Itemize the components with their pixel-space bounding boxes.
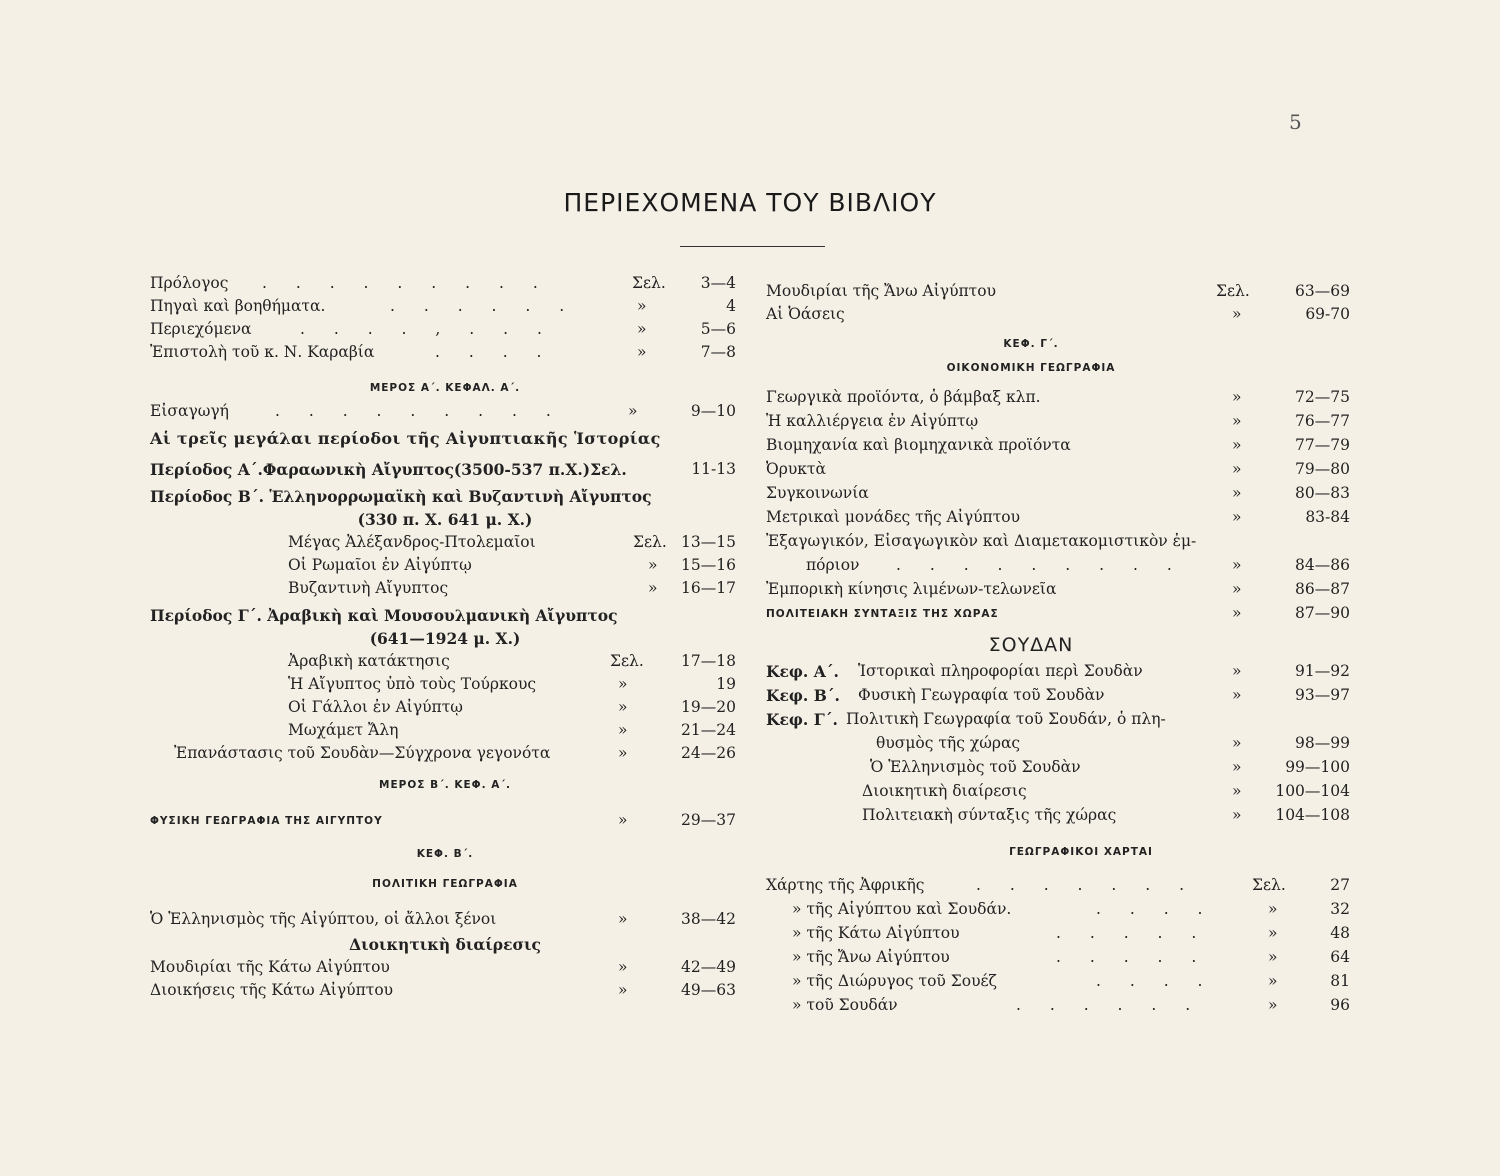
page-number: 5 [1289, 110, 1302, 134]
toc-entry: Περιεχόμενα . . . . , . . . » 5—6 [150, 320, 736, 338]
toc-entry: Ἐξαγωγικόν, Εἰσαγωγικὸν καὶ Διαμετακομιστικὸν ἐμ- [766, 532, 1197, 550]
section-heading: Περίοδος Γ΄. Ἀραβικὴ καὶ Μουσουλμανικὴ Αἴγυπτος [150, 606, 618, 625]
toc-entry: » τῆς Κάτω Αἰγύπτου . . . . . » 48 [792, 924, 1350, 942]
toc-entry: Πρόλογος . . . . . . . . . Σελ. 3—4 [150, 274, 736, 292]
section-header: ΚΕΦ. Β΄. [416, 848, 474, 860]
toc-entry: Μουδιρίαι τῆς Ἄνω Αἰγύπτου Σελ. 63—69 [766, 282, 1350, 300]
section-heading: Περίοδος Β΄. Ἑλληνορρωμαϊκὴ καὶ Βυζαντινὴ Αἴγυπτος [150, 487, 652, 506]
page-title: ΠΕΡΙΕΧΟΜΕΝΑ ΤΟΥ ΒΙΒΛΙΟΥ [563, 188, 937, 217]
section-header: ΚΕΦ. Γ΄. [1003, 338, 1059, 350]
section-header: ΠΟΛΙΤΙΚΗ ΓΕΩΓΡΑΦΙΑ [372, 878, 518, 890]
toc-entry: Κεφ. Γ΄. Πολιτικὴ Γεωγραφία τοῦ Σουδάν, ὁ πλη- [766, 710, 1166, 729]
toc-entry: Εἰσαγωγή . . . . . . . . . » 9—10 [150, 402, 736, 420]
toc-entry: Χάρτης τῆς Ἀφρικῆς . . . . . . . Σελ. 27 [766, 876, 1350, 894]
toc-entry: Ὀρυκτὰ » 79—80 [766, 460, 1350, 478]
toc-entry: θυσμὸς τῆς χώρας » 98—99 [876, 734, 1350, 752]
toc-entry: Πολιτειακὴ σύνταξις τῆς χώρας » 104—108 [862, 806, 1350, 824]
toc-entry: Βυζαντινὴ Αἴγυπτος » 16—17 [288, 579, 736, 597]
toc-entry: Οἱ Γάλλοι ἐν Αἰγύπτῳ » 19—20 [288, 698, 736, 716]
toc-entry: Οἱ Ρωμαῖοι ἐν Αἰγύπτῳ » 15—16 [288, 556, 736, 574]
toc-entry: » τῆς Διώρυγος τοῦ Σουέζ . . . . » 81 [792, 972, 1350, 990]
section-header: ΜΕΡΟΣ Β΄. ΚΕΦ. Α΄. [379, 779, 511, 791]
toc-entry: Ὁ Ἑλληνισμὸς τῆς Αἰγύπτου, οἱ ἄλλοι ξένοι » 38—42 [150, 910, 736, 928]
toc-entry: Περίοδος Α΄.Φαραωνικὴ Αἴγυπτος(3500-537 π.Χ.)Σελ. 11-13 [150, 460, 736, 479]
toc-entry: πόριον . . . . . . . . . » 84—86 [806, 556, 1350, 574]
toc-entry: » τοῦ Σουδάν . . . . . . » 96 [792, 996, 1350, 1014]
toc-entry: Ἀραβικὴ κατάκτησις Σελ. 17—18 [288, 652, 736, 670]
section-header: ΓΕΩΓΡΑΦΙΚΟΙ ΧΑΡΤΑΙ [1009, 846, 1153, 858]
toc-entry: Διοικήσεις τῆς Κάτω Αἰγύπτου » 49—63 [150, 981, 736, 999]
section-title: ΣΟΥΔΑΝ [988, 634, 1074, 656]
toc-entry: Ἡ Αἴγυπτος ὑπὸ τοὺς Τούρκους » 19 [288, 675, 736, 693]
toc-entry: Διοικητικὴ διαίρεσις » 100—104 [862, 782, 1350, 800]
toc-entry: Κεφ. Β΄. Φυσικὴ Γεωγραφία τοῦ Σουδὰν » 93—97 [766, 686, 1350, 705]
toc-entry: Μετρικαὶ μονάδες τῆς Αἰγύπτου » 83-84 [766, 508, 1350, 526]
right-column [766, 282, 1356, 1020]
toc-entry: Κεφ. Α΄. Ἱστορικαὶ πληροφορίαι περὶ Σουδὰν » 91—92 [766, 662, 1350, 681]
section-heading: Αἱ τρεῖς μεγάλαι περίοδοι τῆς Αἰγυπτιακῆς Ἱστορίας [150, 429, 661, 448]
toc-entry: Ἡ καλλιέργεια ἐν Αἰγύπτῳ » 76—77 [766, 412, 1350, 430]
toc-entry: Αἱ Ὀάσεις » 69-70 [766, 305, 1350, 323]
section-heading: (641—1924 μ. Χ.) [369, 629, 521, 648]
section-header: ΟΙΚΟΝΟΜΙΚΗ ΓΕΩΓΡΑΦΙΑ [946, 362, 1116, 374]
toc-entry: Ἐπιστολὴ τοῦ κ. Ν. Καραβία . . . . » 7—8 [150, 343, 736, 361]
toc-entry: Βιομηχανία καὶ βιομηχανικὰ προϊόντα » 77—79 [766, 436, 1350, 454]
toc-entry: Μουδιρίαι τῆς Κάτω Αἰγύπτου » 42—49 [150, 958, 736, 976]
section-heading: Διοικητικὴ διαίρεσις [349, 935, 541, 954]
section-heading: (330 π. Χ. 641 μ. Χ.) [357, 510, 533, 529]
toc-entry: Μωχάμετ Ἄλη » 21—24 [288, 721, 736, 739]
title-rule [680, 246, 825, 247]
toc-entry: Γεωργικὰ προϊόντα, ὁ βάμβαξ κλπ. » 72—75 [766, 388, 1350, 406]
toc-entry: Πηγαὶ καὶ βοηθήματα. . . . . . . » 4 [150, 297, 736, 315]
toc-entry: ΦΥΣΙΚΗ ΓΕΩΓΡΑΦΙΑ ΤΗΣ ΑΙΓΥΠΤΟΥ » 29—37 [150, 811, 736, 829]
toc-entry: Συγκοινωνία » 80—83 [766, 484, 1350, 502]
section-header: ΜΕΡΟΣ Α΄. ΚΕΦΑΛ. Α΄. [369, 382, 521, 394]
toc-entry: ΠΟΛΙΤΕΙΑΚΗ ΣΥΝΤΑΞΙΣ ΤΗΣ ΧΩΡΑΣ » 87—90 [766, 604, 1350, 622]
toc-entry: Ἐμπορικὴ κίνησις λιμένων-τελωνεῖα » 86—87 [766, 580, 1350, 598]
toc-entry: Ἐπανάστασις τοῦ Σουδὰν—Σύγχρονα γεγονότα » 24—26 [174, 744, 736, 762]
toc-entry: Ὁ Ἑλληνισμὸς τοῦ Σουδὰν » 99—100 [870, 758, 1350, 776]
toc-entry: » τῆς Ἄνω Αἰγύπτου . . . . . » 64 [792, 948, 1350, 966]
toc-entry: Μέγας Ἀλέξανδρος-Πτολεμαῖοι Σελ. 13—15 [288, 533, 736, 551]
toc-entry: » τῆς Αἰγύπτου καὶ Σουδάν. . . . . » 32 [792, 900, 1350, 918]
left-column [150, 274, 740, 1004]
